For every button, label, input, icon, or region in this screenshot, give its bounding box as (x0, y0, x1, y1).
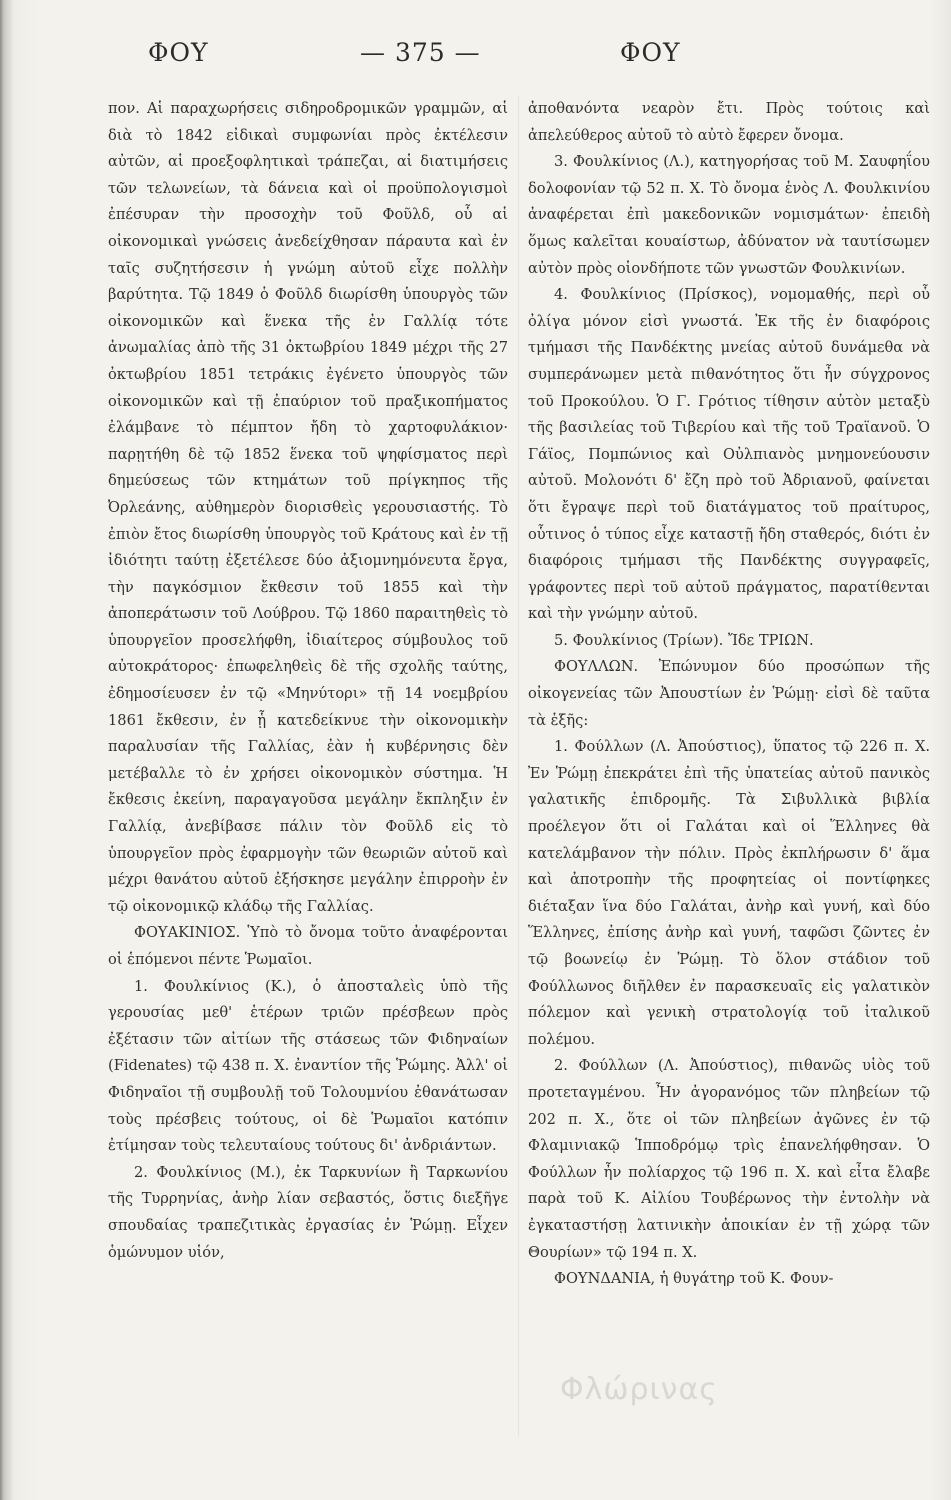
left-column (108, 96, 508, 1266)
entry-fulkinios-heading: ΦΟΥΑΚΙΝΙΟΣ. Ὑπὸ τὸ ὄνομα τοῦτο ἀναφέρονται οἱ ἑπόμενοι πέντε Ῥωμαῖοι. (108, 924, 508, 968)
library-watermark: Φλώρινας (560, 1372, 718, 1407)
header-left-keyword: ΦΟΥ (148, 38, 209, 67)
right-column (528, 96, 930, 1293)
entry-fulkinios-1: 1. Φουλκίνιος (Κ.), ὁ ἀποσταλεὶς ὑπὸ τῆς γερουσίας μεθ' ἑτέρων τριῶν πρέσβεων πρὸς ἐξέτασιν τῶν αἰτίων τῆς στάσεως τῶν Φιδηναίων (Fidenates) τῷ 438 π. Χ. ἐναντίον τῆς Ῥώμης. Ἀλλ' οἱ Φιδηναῖοι τῇ συμβουλῇ τοῦ Τολουμνίου ἐθανάτωσαν τοὺς πρέσβεις τούτους, οἱ δὲ Ῥωμαῖοι κατόπιν ἐτίμησαν τοὺς τελευταίους τούτους δι' ἀνδριάντων. (108, 977, 508, 1155)
entry-fulkinios-3: 3. Φουλκίνιος (Λ.), κατηγορήσας τοῦ Μ. Σαυφηΐου δολοφονίαν τῷ 52 π. Χ. Τὸ ὄνομα ἑνὸς Λ. Φουλκινίου ἀναφέρεται ἐπὶ μακεδονικῶν νομισμάτων· ἐπειδὴ ὅμως καλεῖται κουαίστωρ, ἀδύνατον νὰ ταυτίσωμεν αὐτὸν πρὸς οἱονδήποτε τῶν γνωστῶν Φουλκινίων. (528, 153, 930, 277)
entry-fulkinios-5: 5. Φουλκίνιος (Τρίων). Ἴδε ΤΡΙΩΝ. (554, 631, 814, 649)
entry-fullon-heading: ΦΟΥΛΛΩΝ. Ἐπώνυμον δύο προσώπων τῆς οἰκογενείας τῶν Ἀπουστίων ἐν Ῥώμῃ· εἰσὶ δὲ ταῦτα τὰ ἑξῆς: (528, 658, 930, 729)
entry-fulkinios-2-continued: ἀποθανόντα νεαρὸν ἔτι. Πρὸς τούτοις καὶ ἀπελεύθερος αὐτοῦ τὸ αὐτὸ ἔφερεν ὄνομα. (528, 100, 930, 144)
page-header (0, 38, 951, 78)
entry-fulkinios-2: 2. Φουλκίνιος (Μ.), ἐκ Ταρκυνίων ἢ Ταρκωνίου τῆς Τυρρηνίας, ἀνὴρ λίαν σεβαστός, ὅστις διεξῆγε σπουδαίας τραπεζιτικὰς ἐργασίας ἐν Ῥώμῃ. Εἶχεν ὁμώνυμον υἱόν, (108, 1163, 508, 1261)
header-right-keyword: ΦΟΥ (620, 38, 681, 67)
entry-fulkinios-4: 4. Φουλκίνιος (Πρίσκος), νομομαθής, περὶ οὗ ὀλίγα μόνον εἰσὶ γνωστά. Ἐκ τῆς ἐν διαφόροις τμήμασι τῆς Πανδέκτης μνείας αὐτοῦ δυνάμεθα νὰ συμπεράνωμεν μετὰ πιθανότητος ὅτι ἦν σύγχρονος τοῦ Προκούλου. Ὁ Γ. Γρότιος τίθησιν αὐτὸν μεταξὺ τῆς βασιλείας τοῦ Τιβερίου καὶ τῆς τοῦ Τραϊανοῦ. Ὁ Γάϊος, Πομπώνιος καὶ Οὐλπιανὸς μνημονεύουσιν αὐτοῦ. Μολονότι δ' ἔζη πρὸ τοῦ Ἀδριανοῦ, φαίνεται ὅτι ἔγραψε περὶ τοῦ διατάγματος τοῦ πραίτυρος, οὗτινος ὁ τύπος εἶχε καταστῇ ἤδη σταθερός, διότι ἐν διαφόροις τμήμασι τῆς Πανδέκτης συγγραφεῖς, γράφοντες περὶ τοῦ αὐτοῦ πράγματος, παρατίθενται καὶ τὴν γνώμην αὐτοῦ. (528, 286, 930, 623)
entry-fullon-1: 1. Φούλλων (Λ. Ἀπούστιος), ὕπατος τῷ 226 π. Χ. Ἐν Ῥώμῃ ἐπεκράτει ἐπὶ τῆς ὑπατείας αὐτοῦ πανικὸς γαλατικῆς ἐπιδρομῆς. Τὰ Σιβυλλικὰ βιβλία προέλεγον ὅτι οἱ Γαλάται καὶ οἱ Ἕλληνες θὰ κατελάμβανον τὴν πόλιν. Πρὸς ἐκπλήρωσιν δ' ἅμα καὶ ἀποτροπὴν τῆς προφητείας οἱ ποντίφηκες διέταξαν ἵνα δύο Γαλάται, ἀνὴρ καὶ γυνή, καὶ δύο Ἕλληνες, ἐπίσης ἀνὴρ καὶ γυνή, ταφῶσι ζῶντες ἐν τῷ βοωνείῳ ἐν Ῥώμῃ. Τὸ ὅλον στάδιον τοῦ Φούλλωνος διῆλθεν ἐν παρασκευαῖς εἰς γαλατικὸν πόλεμον καὶ γενικὴ στρατολογίᾳ τοῦ ἰταλικοῦ πολέμου. (528, 738, 930, 1048)
paragraph-fould-biography: πον. Αἱ παραχωρήσεις σιδηροδρομικῶν γραμμῶν, αἱ διὰ τὸ 1842 εἰδικαὶ συμφωνίαι πρὸς ἐκτέλεσιν αὐτῶν, αἱ προεξοφλητικαὶ τράπεζαι, αἱ διατιμήσεις τῶν τελωνείων, τὰ δάνεια καὶ οἱ προϋπολογισμοὶ ἐπέσυραν τὴν προσοχὴν τοῦ Φοῦλδ, οὗ αἱ οἰκονομικαὶ γνώσεις ἀνεδείχθησαν πάραυτα καὶ ἐν ταῖς συζητήσεσιν ἡ γνώμη αὐτοῦ εἶχε πολλὴν βαρύτητα. Τῷ 1849 ὁ Φοῦλδ διωρίσθη ὑπουργὸς τῶν οἰκονομικῶν καὶ ἕνεκα τῆς ἐν Γαλλίᾳ τότε ἀνωμαλίας ἀπὸ τῆς 31 ὀκτωβρίου 1849 μέχρι τῆς 27 ὀκτωβρίου 1851 τετράκις ἐγένετο ὑπουργὸς τῶν οἰκονομικῶν καὶ τῇ ἐπαύριον τοῦ πραξικοπήματος ἐλάμβανε τὸ πέμπτον ἤδη τὸ χαρτοφυλάκιον· παρῃτήθη δὲ τῷ 1852 ἕνεκα τοῦ ψηφίσματος περὶ δημεύσεως τῶν κτημάτων τοῦ πρίγκηπος τῆς Ὀρλεάνης, αὐθημερὸν διορισθεὶς γερουσιαστής. Τὸ ἐπιὸν ἔτος διωρίσθη ὑπουργὸς τοῦ Κράτους καὶ ἐν τῇ ἰδιότητι ταύτῃ ἐξετέλεσε δύο ἀξιομνημόνευτα ἔργα, τὴν παγκόσμιον ἔκθεσιν τοῦ 1855 καὶ τὴν ἀποπεράτωσιν τοῦ Λούβρου. Τῷ 1860 παραιτηθεὶς τὸ ὑπουργεῖον προσελήφθη, ἰδιαίτερος σύμβουλος τοῦ αὐτοκράτορος· ἐπωφεληθεὶς δὲ τῆς σχολῆς ταύτης, ἐδημοσίευσεν ἐν τῷ «Μηνύτορι» τῇ 14 νοεμβρίου 1861 ἔκθεσιν, ἐν ᾗ κατεδείκνυε τὴν οἰκονομικὴν παραλυσίαν τῆς Γαλλίας, ἐὰν ἡ κυβέρνησις δὲν μετέβαλλε τὸ ἐν χρήσει οἰκονομικὸν σύστημα. Ἡ ἔκθεσις ἐκείνη, παραγαγοῦσα μεγάλην ἔκπληξιν ἐν Γαλλίᾳ, ἀνεβίβασε πάλιν τὸν Φοῦλδ εἰς τὸ ὑπουργεῖον πρὸς ἐφαρμογὴν τῶν θεωριῶν αὐτοῦ καὶ μέχρι θανάτου αὐτοῦ ἐξήσκησε μεγάλην ἐπιρροὴν ἐν τῷ οἰκονομικῷ κλάδῳ τῆς Γαλλίας. (108, 100, 508, 915)
page-number: — 375 — (360, 38, 481, 67)
entry-foundania-heading: ΦΟΥΝΔΑΝΙΑ, ἡ θυγάτηρ τοῦ Κ. Φουν- (554, 1270, 834, 1288)
entry-fullon-2: 2. Φούλλων (Λ. Ἀπούστιος), πιθανῶς υἱὸς τοῦ προτεταγμένου. Ἦν ἀγορανόμος τῶν πληβείων τῷ 202 π. Χ., ὅτε οἱ τῶν πληβείων ἀγῶνες ἐν τῷ Φλαμινιακῷ Ἱπποδρόμῳ τρὶς ἐπανελήφθησαν. Ὁ Φούλλων ἦν πολίαρχος τῷ 196 π. Χ. καὶ εἶτα ἔλαβε παρὰ τοῦ Κ. Αἰλίου Τουβέρωνος τὴν ἐντολὴν νὰ ἐγκαταστήσῃ λατινικὴν ἀποικίαν ἐν τῇ χώρᾳ τῶν Θουρίων» τῷ 194 π. Χ. (528, 1057, 930, 1261)
column-gutter (518, 96, 519, 1436)
